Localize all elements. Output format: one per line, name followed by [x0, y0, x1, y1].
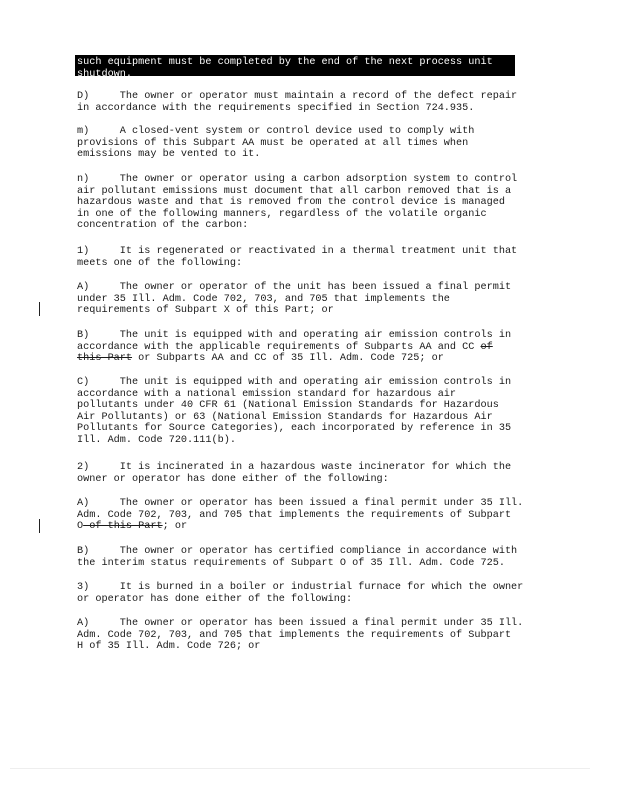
paragraph-2b: B) The owner or operator has certified compliance in accordance with the interim status requirements of Subpart O of 35 Ill. Adm. Code 725.: [77, 546, 518, 569]
revision-margin-mark: [39, 302, 40, 316]
paragraph-3: 3) It is burned in a boiler or industrial furnace for which the owner or operator has done either of the following:: [77, 582, 524, 605]
paragraph-1b: B) The unit is equipped with and operating air emission controls in accordance with the applicable requirements of Subparts AA and CC of this Part or Subparts AA and CC of 35 Ill. Adm. Code 725; or: [77, 330, 512, 365]
paragraph-1c: C) The unit is equipped with and operating air emission controls in accordance with a national emission standard for hazardous air pollutants under 40 CFR 61 (National Emission Standards for Hazardous Air Pollutants) or 63 (National Emission Standards for Hazardous Air Pollutants for Source Categories), each incorporated by reference in 35 Ill. Adm. Code 720.111(b).: [77, 377, 512, 446]
scan-edge-line: [10, 768, 590, 769]
paragraph-d: D) The owner or operator must maintain a record of the defect repair in accordance with the requirements specified in Section 724.935.: [77, 91, 518, 114]
paragraph-1a: A) The owner or operator of the unit has been issued a final permit under 35 Ill. Adm. Code 702, 703, and 705 that implements the requirements of Subpart X of this Part; or: [77, 282, 512, 317]
header-line-1: such equipment must be completed by the end of the next process unit: [77, 57, 493, 68]
paragraph-2: 2) It is incinerated in a hazardous waste incinerator for which the owner or operator has done either of the following:: [77, 462, 512, 485]
struck-text: of: [480, 341, 493, 353]
paragraph-m: m) A closed-vent system or control device used to comply with provisions of this Subpart AA must be operated at all times when emissions may be vented to it.: [77, 126, 475, 161]
struck-text: of this Part: [83, 521, 163, 533]
revision-margin-mark: [39, 519, 40, 533]
paragraph-1: 1) It is regenerated or reactivated in a thermal treatment unit that meets one of the following:: [77, 246, 518, 269]
paragraph-2a: A) The owner or operator has been issued a final permit under 35 Ill. Adm. Code 702, 703, and 705 that implements the requirements of Subpart O of this Part; or: [77, 498, 524, 533]
header-highlighted-text: [77, 57, 537, 80]
header-line-2: shutdown.: [77, 68, 133, 80]
struck-text: this Part: [77, 353, 133, 365]
paragraph-n: n) The owner or operator using a carbon adsorption system to control air pollutant emissions must document that all carbon removed that is a hazardous waste and that is removed from the control device is managed in one of the following manners, regardless of the volatile organic concentration of the carbon:: [77, 174, 518, 232]
paragraph-3a: A) The owner or operator has been issued a final permit under 35 Ill. Adm. Code 702, 703, and 705 that implements the requirements of Subpart H of 35 Ill. Adm. Code 726; or: [77, 618, 524, 653]
